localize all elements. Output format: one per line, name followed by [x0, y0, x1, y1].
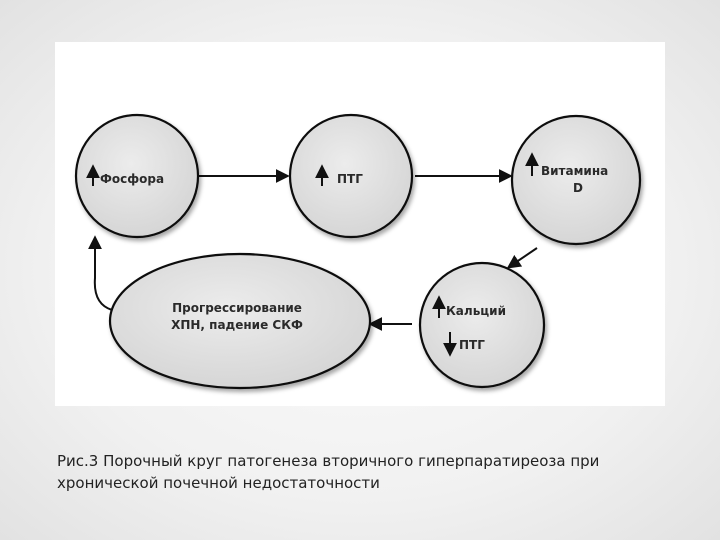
node-calcium-circle	[420, 263, 544, 387]
cycle-diagram	[55, 42, 665, 406]
node-calcium-label: Кальций	[446, 304, 506, 318]
node-vitamin-d	[512, 116, 640, 244]
diagram-panel	[55, 42, 665, 406]
node-progression-label-line1: Прогрессирование	[172, 301, 302, 315]
node-phosphorus	[76, 115, 198, 237]
node-phosphorus-label: Фосфора	[100, 172, 165, 186]
node-calcium-ptg-label: ПТГ	[459, 338, 485, 352]
node-progression	[110, 254, 370, 388]
node-vitamin-d-circle	[512, 116, 640, 244]
figure-caption	[57, 450, 657, 494]
node-vitamin-d-label-line1: Витамина	[541, 164, 609, 178]
node-calcium	[420, 263, 544, 387]
caption-line-2: хронической почечной недостаточности	[57, 474, 380, 492]
node-ptg-label: ПТГ	[337, 172, 363, 186]
node-progression-label-line2: ХПН, падение СКФ	[171, 318, 303, 332]
node-vitamin-d-label-line2: D	[573, 181, 583, 195]
arrow-vitamin-d-to-calcium	[509, 248, 537, 267]
arrow-progression-to-phosphorus	[95, 238, 112, 310]
node-ptg	[290, 115, 412, 237]
caption-line-1: Рис.3 Порочный круг патогенеза вторичного гиперпаратиреоза при	[57, 452, 600, 470]
